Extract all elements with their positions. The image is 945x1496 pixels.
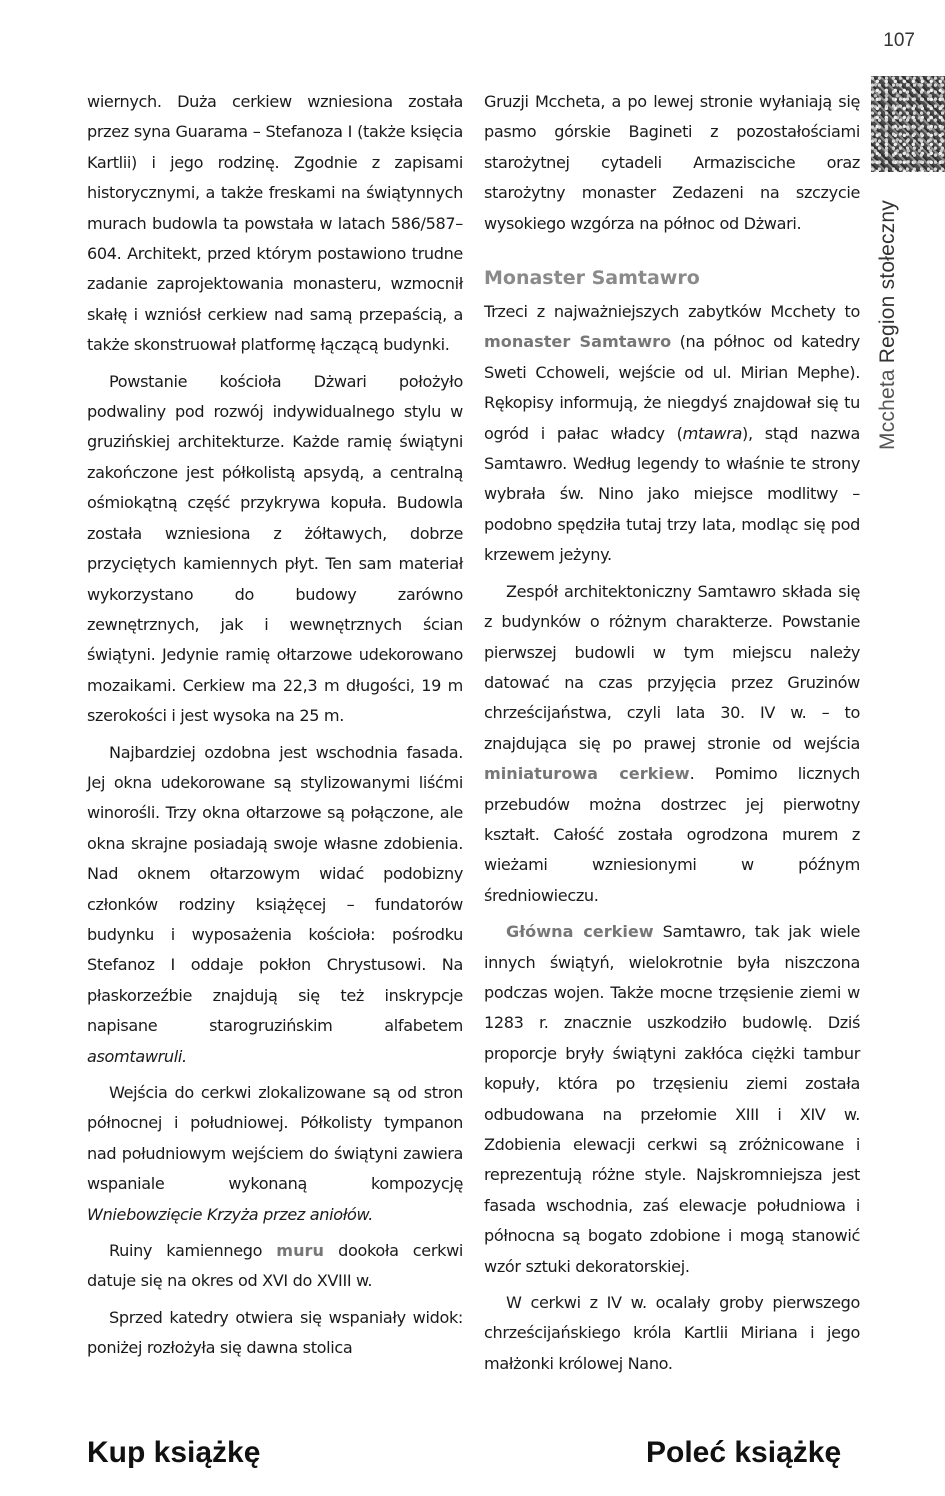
paragraph	[87, 738, 463, 1072]
right-column	[484, 87, 860, 1379]
highlighted-term: miniaturowa cerkiew	[484, 764, 690, 784]
paragraph-text: (na północ od katedry Sweti Cchoweli, wejście od ul. Mirian Mephe). Rękopisy informują, że niegdyś znajdował się tu ogród i pałac władcy (	[484, 332, 860, 443]
paragraph-text: dookoła cerkwi datuje się na okres od XVI do XVIII w.	[87, 1241, 463, 1291]
running-header	[876, 200, 900, 450]
paragraph-text: Wejścia do cerkwi zlokalizowane są od stron północnej i południowej. Półkolisty tympanon nad południowym wejściem do świątyni zawiera wspaniale wykonaną kompozycję	[87, 1083, 463, 1194]
paragraph	[484, 577, 860, 911]
paragraph-text: . Pomimo licznych przebudów można dostrzec jej pierwotny kształt. Całość została ogrodzona murem z wieżami wzniesionymi w późnym średniowieczu.	[484, 764, 860, 905]
paragraph-text: ), stąd nazwa Samtawro. Według legendy to właśnie te strony wybrała św. Nino jako miejsce modlitwy – podobno spędziła tutaj trzy lata, modląc się pod krzewem jeżyny.	[484, 423, 860, 565]
italic-term: mtawra	[682, 423, 743, 443]
paragraph-text: Samtawro, tak jak wiele innych świątyń, wielokrotnie była niszczona podczas wojen. Także mocne trzęsienie ziemi w 1283 r. znacznie uszkodziło budowlę. Dziś proporcje bryły świątyni zakłóca ciężki tambur kopuły, która po trzęsieniu ziemi została odbudowana na przełomie XIII i XIV w. Zdobienia elewacji cerkwi są zróżnicowane i reprezentują różne style. Najskromniejsza jest fasada wschodnia, zaś elewacje południowa i północna są bogato zdobione i mogą stanowić wzór sztuki dekoratorskiej.	[484, 922, 861, 1276]
running-header-region: Region stołeczny	[876, 200, 899, 364]
paragraph: wiernych. Duża cerkiew wzniesiona została przez syna Guarama – Stefanoza I (także księcia Kartlii) i jego rodzinę. Zgodnie z zapisami historycznymi, a także freskami na świątynnych murach budowla ta powstała w latach 586/587–604. Architekt, przed którym postawiono trudne zadanie zaprojektowania monasteru, wzmocnił skałę i wzniósł cerkiew nad samą przepaścią, a także skonstruował platformę łączącą budynki.	[87, 92, 463, 355]
running-header-city: Mccheta	[876, 369, 899, 450]
buy-book-link[interactable]: Kup książkę	[87, 1436, 261, 1469]
highlighted-term: muru	[276, 1241, 324, 1261]
paragraph: Gruzji Mccheta, a po lewej stronie wyłaniają się pasmo górskie Bagineti z pozostałościami starożytnej cytadeli Armazisciche oraz starożytny monaster Zedazeni na szczycie wysokiego wzgórza na północ od Dżwari.	[484, 92, 860, 233]
paragraph-text: Zespół architektoniczny Samtawro składa się z budynków o różnym charakterze. Powstanie pierwszej budowli w tym miejscu należy datować na czas przyjęcia przez Gruzinów chrześcijaństwa, czyli lata 30. IV w. – to znajdująca się po prawej stronie od wejścia	[484, 581, 860, 753]
paragraph	[484, 917, 860, 1282]
paragraph	[87, 1078, 463, 1230]
paragraph: W cerkwi z IV w. ocalały groby pierwszego chrześcijańskiego króla Kartlii Miriana i jego małżonki królowej Nano.	[484, 1293, 860, 1373]
paragraph: Sprzed katedry otwiera się wspaniały widok: poniżej rozłożyła się dawna stolica	[87, 1307, 463, 1358]
left-column	[87, 87, 463, 1364]
paragraph-text: Trzeci z najważniejszych zabytków Mcchety to	[484, 302, 860, 322]
paragraph: Powstanie kościoła Dżwari położyło podwaliny pod rozwój indywidualnego stylu w gruzińskiej architekturze. Każde ramię świątyni zakończone jest półkolistą apsydą, a centralną ośmiokątną część przykrywa kopuła. Budowla została wzniesiona z żółtawych, dobrze przyciętych kamiennych płyt. Ten sam materiał wykorzystano do budowy zarówno zewnętrznych, jak i wewnętrznych ścian świątyni. Jedynie ramię ołtarzowe udekorowano mozaikami. Cerkiew ma 22,3 m długości, 19 m szerokości i jest wysoka na 25 m.	[87, 371, 463, 726]
paragraph	[484, 297, 860, 571]
italic-title: Wniebowzięcie Krzyża przez aniołów.	[87, 1204, 374, 1224]
italic-term: asomtawruli.	[87, 1046, 187, 1066]
page-number: 107	[883, 30, 915, 51]
highlighted-term: monaster Samtawro	[484, 332, 672, 352]
section-tab-pattern	[871, 76, 945, 172]
paragraph	[87, 1236, 463, 1297]
paragraph-text: Ruiny kamiennego	[109, 1241, 277, 1261]
section-heading: Monaster Samtawro	[484, 267, 700, 290]
recommend-book-link[interactable]: Poleć książkę	[646, 1436, 842, 1469]
highlighted-term: Główna cerkiew	[506, 922, 654, 942]
paragraph-text: Najbardziej ozdobna jest wschodnia fasada. Jej okna udekorowane są stylizowanymi liśćmi winorośli. Trzy okna ołtarzowe są połączone, ale okna skrajne posiadają swoje własne zdobienia. Nad oknem ołtarzowym widać podobizny członków rodziny książęcej – fundatorów budynku i wyposażenia kościoła: pośrodku Stefanoz I oddaje pokłon Chrystusowi. Na płaskorzeźbie znajdują się też inskrypcje napisane starogruzińskim alfabetem	[87, 742, 463, 1036]
